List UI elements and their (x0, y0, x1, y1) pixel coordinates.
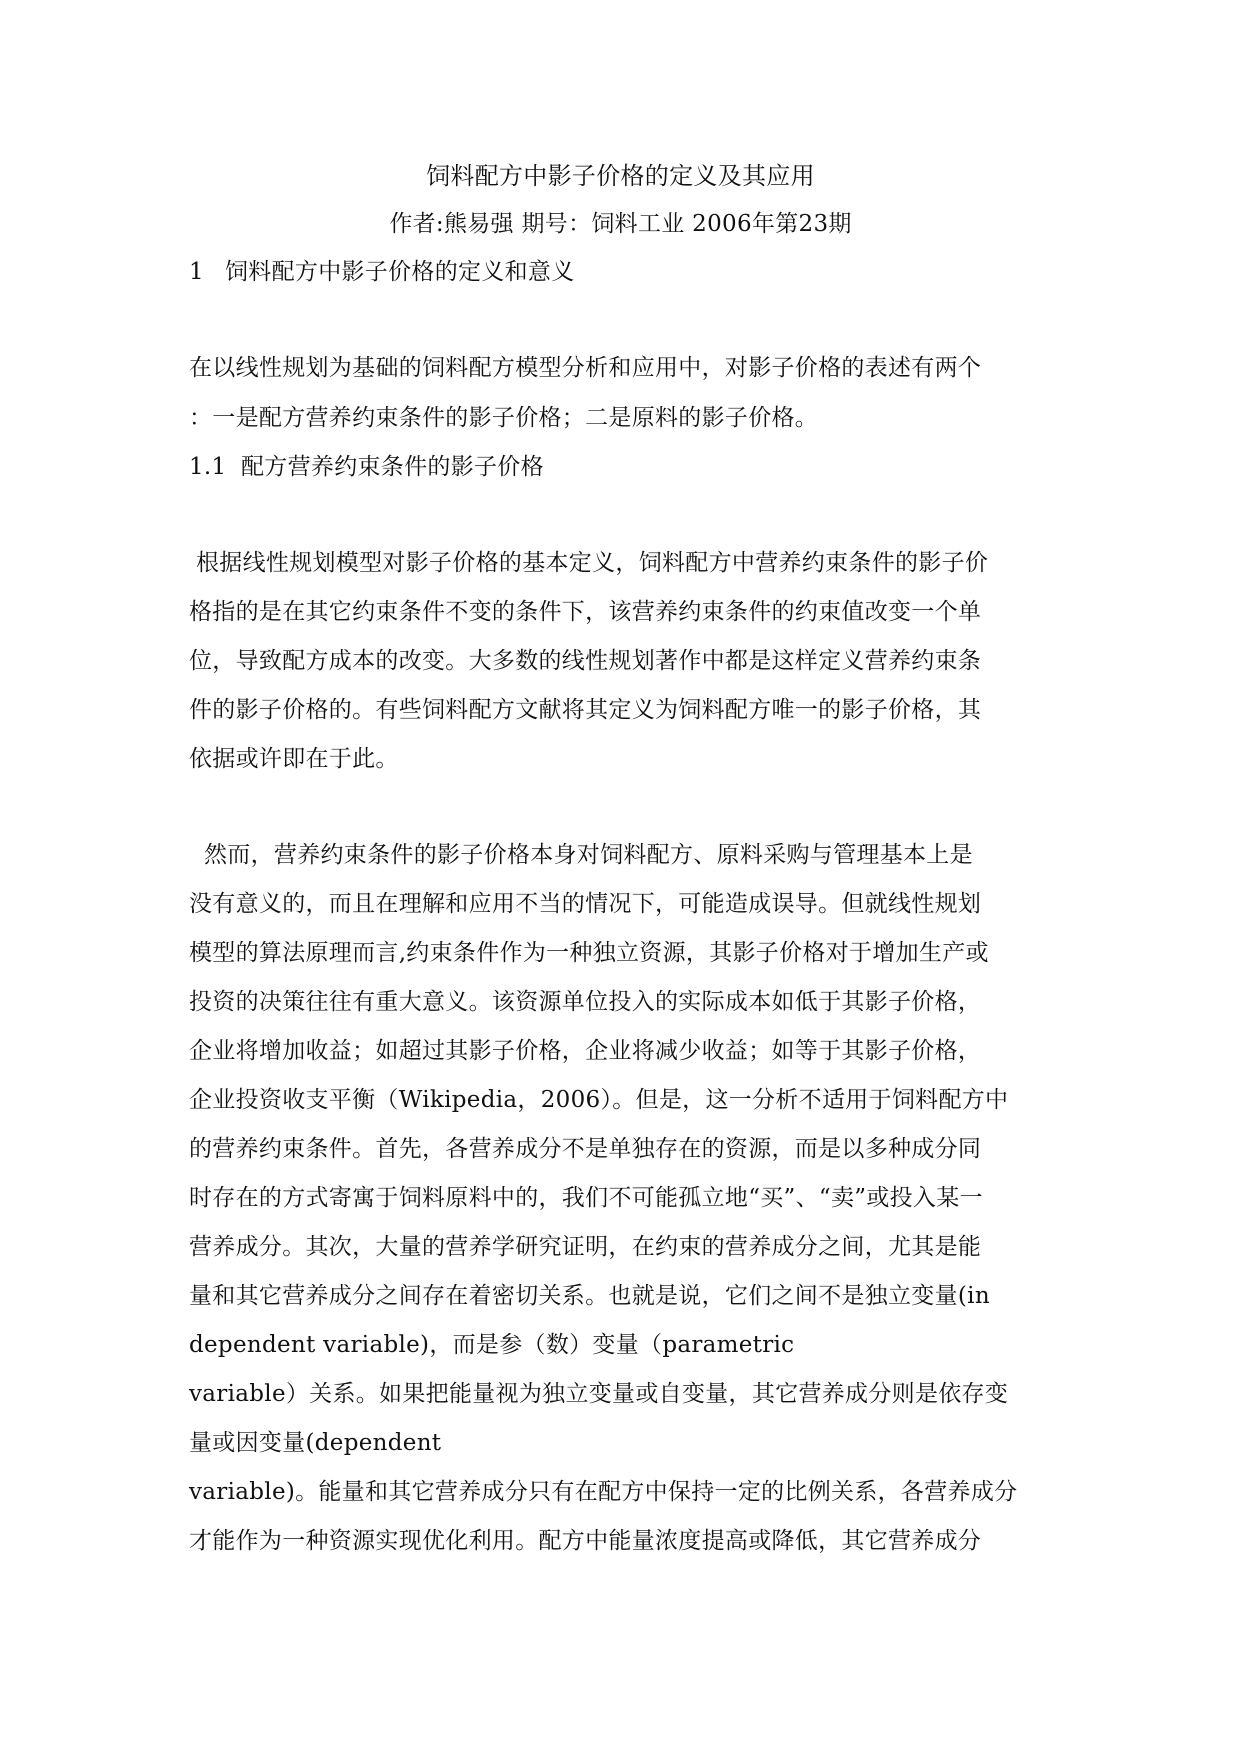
intro-line: 在以线性规划为基础的饲料配方模型分析和应用中，对影子价格的表述有两个 (189, 355, 982, 381)
paragraph-1-line: 格指的是在其它约束条件不变的条件下，该营养约束条件的约束值改变一个单 (189, 599, 982, 625)
paragraph-2-line: 模型的算法原理而言,约束条件作为一种独立资源，其影子价格对于增加生产或 (189, 940, 989, 966)
paragraph-1-line: 依据或许即在于此。 (189, 746, 399, 772)
section-1-number: 1 (189, 259, 204, 285)
paragraph-2-line: variable）关系。如果把能量视为独立变量或自变量，其它营养成分则是依存变 (189, 1381, 1009, 1407)
paragraph-2-line: 的营养约束条件。首先，各营养成分不是单独存在的资源，而是以多种成分同 (189, 1136, 982, 1162)
document-byline: 作者:熊易强 期号：饲料工业 2006年第23期 (389, 211, 852, 237)
section-1-1-title: 配方营养约束条件的影子价格 (241, 454, 544, 480)
paragraph-2-line: variable)。能量和其它营养成分只有在配方中保持一定的比例关系，各营养成分 (189, 1479, 1018, 1505)
paragraph-2-line: 然而，营养约束条件的影子价格本身对饲料配方、原料采购与管理基本上是 (204, 842, 973, 868)
section-1-heading (189, 257, 575, 287)
section-1-title: 饲料配方中影子价格的定义和意义 (225, 259, 575, 285)
paragraph-2-line: 投资的决策往往有重大意义。该资源单位投入的实际成本如低于其影子价格， (189, 989, 982, 1015)
paragraph-1-line: 件的影子价格的。有些饲料配方文献将其定义为饲料配方唯一的影子价格，其 (189, 697, 982, 723)
section-1-1-number: 1.1 (189, 454, 227, 480)
paragraph-2-line: 量和其它营养成分之间存在着密切关系。也就是说，它们之间不是独立变量(in (189, 1283, 990, 1309)
paragraph-2-line: 没有意义的，而且在理解和应用不当的情况下，可能造成误导。但就线性规划 (189, 891, 982, 917)
paragraph-1-line: 位，导致配方成本的改变。大多数的线性规划著作中都是这样定义营养约束条 (189, 648, 982, 674)
document-title: 饲料配方中影子价格的定义及其应用 (426, 162, 815, 190)
paragraph-2-line: 营养成分。其次，大量的营养学研究证明，在约束的营养成分之间，尤其是能 (189, 1234, 982, 1260)
paragraph-1-line: 根据线性规划模型对影子价格的基本定义，饲料配方中营养约束条件的影子价 (196, 550, 989, 576)
paragraph-2-line: 企业将增加收益；如超过其影子价格，企业将减少收益；如等于其影子价格， (189, 1038, 982, 1064)
paragraph-2-line: 量或因变量(dependent (189, 1430, 442, 1456)
paragraph-2-line: dependent variable)，而是参（数）变量（parametric (189, 1332, 795, 1358)
paragraph-2-line: 才能作为一种资源实现优化利用。配方中能量浓度提高或降低，其它营养成分 (189, 1528, 982, 1554)
section-1-1-heading (189, 452, 544, 482)
paragraph-2-line: 企业投资收支平衡（Wikipedia，2006）。但是，这一分析不适用于饲料配方中 (189, 1087, 1009, 1113)
intro-line: ：一是配方营养约束条件的影子价格；二是原料的影子价格。 (189, 405, 819, 431)
paragraph-2-line: 时存在的方式寄寓于饲料原料中的，我们不可能孤立地“买”、“卖”或投入某一 (189, 1185, 983, 1211)
